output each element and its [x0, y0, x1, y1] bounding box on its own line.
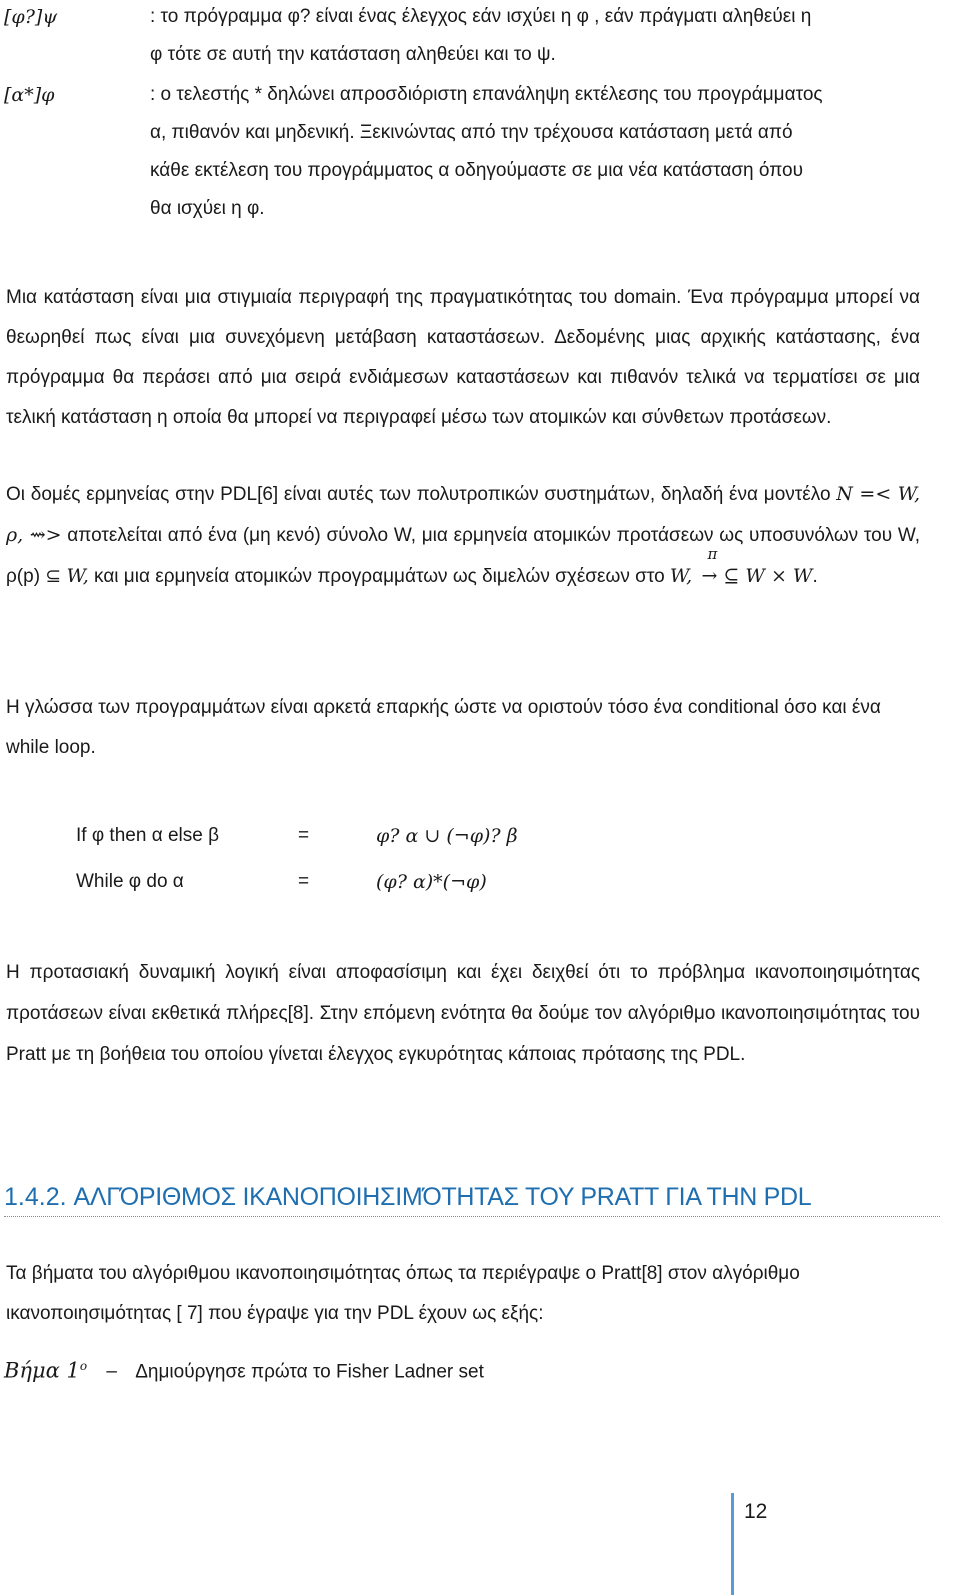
formula-expression: (φ? α)*(¬φ) [376, 871, 487, 893]
pi-symbol: π [707, 545, 718, 563]
formula-equals: = [298, 871, 310, 892]
rho-formula: ρ(p) ⊆ [6, 566, 62, 587]
definition-line: θα ισχύει η φ. [150, 198, 265, 219]
paragraph-state: Μια κατάσταση είναι μια στιγμιαία περιγραφή της πραγματικότητας του domain. Ένα πρόγραμμα μπορεί να θεωρηθεί πως είναι μια συνεχόμενη μετάβαση καταστάσεων. Δεδομένης μιας αρχικής κατάστασης, ένα πρόγραμμα θα περάσει από μια σειρά ενδιάμεσων καταστάσεων και πιθανόν τελικά να τερματίσει σε μια τελική κατάσταση η οποία θα μπορεί να περιγραφεί μέσω των ατομικών και σύνθετων προτάσεων. [6, 287, 920, 428]
definition-text-iteration [150, 76, 920, 228]
definition-line: : το πρόγραμμα φ? είναι ένας έλεγχος εάν ισχύει η φ , εάν πράγματι αληθεύει η [150, 6, 812, 27]
paragraph-decidability: Η προτασιακή δυναμική λογική είναι αποφασίσιμη και έχει δειχθεί ότι το πρόβλημα ικανοποιησιμότητας προτάσεων είναι εκθετικά πλήρες[8]. Στην επόμενη ενότητα θα δούμε τον αλγόριθμο ικανοποιησιμότητας του Pratt με τη βοήθεια του οποίου γίνεται έλεγχος εγκυρότητας κάποιας πρότασης της PDL. [6, 962, 920, 1065]
formula-label: If φ then α else β [76, 825, 220, 846]
model-formula: N =< W, ρ, ⇝> [6, 483, 920, 546]
formula-label: While φ do α [76, 871, 184, 892]
w-symbol: W, [66, 565, 89, 587]
paragraph-structures [6, 474, 920, 597]
step-text: Δημιούργησε πρώτα το Fisher Ladner set [135, 1361, 484, 1383]
step-label: Βήμα 1 [4, 1358, 80, 1383]
step-superscript: ο [79, 1359, 88, 1373]
w-symbol: W, [669, 565, 693, 587]
relation-expression: → ⊆ W × W [701, 565, 813, 587]
structures-text-b: αποτελείται από ένα (μη κενό) σύνολο W, μια ερμηνεία ατομικών προτάσεων ως υποσυνόλων του W, [67, 525, 920, 546]
formula-row-while [76, 862, 676, 902]
page-number: 12 [744, 1500, 768, 1523]
definition-symbol-iteration: [α*]φ [4, 84, 55, 106]
formula-row-if [76, 816, 676, 856]
formula-expression: φ? α ∪ (¬φ)? β [376, 825, 518, 847]
step-dash: – [106, 1361, 117, 1383]
structures-end: . [812, 566, 818, 587]
paragraph-steps-intro: Τα βήματα του αλγόριθμου ικανοποιησιμότητας όπως τα περιέγραψε ο Pratt[8] στον αλγόριθμο ικανοποιησιμότητας [ 7] που έγραψε για την PDL έχουν ως εξής: [6, 1263, 800, 1324]
relation-formula [701, 545, 813, 597]
section-heading [4, 1180, 940, 1217]
definition-line: α, πιθανόν και μηδενική. Ξεκινώντας από την τρέχουσα κατάσταση μετά από [150, 122, 793, 143]
definition-text-test [150, 0, 920, 74]
section-title: ΑΛΓΌΡΙΘΜΟΣ ΙΚΑΝΟΠΟΙΗΣΙΜΌΤΗΤΑΣ ΤΟΥ PRATT ΓΙΑ ΤΗΝ PDL [73, 1183, 812, 1211]
structures-text-c: και μια ερμηνεία ατομικών προγραμμάτων ως διμελών σχέσεων στο [94, 566, 665, 587]
formula-equals: = [298, 825, 310, 846]
step-one [4, 1346, 484, 1392]
structures-text-a: Οι δομές ερμηνείας στην PDL[6] είναι αυτές των πολυτροπικών συστημάτων, δηλαδή ένα μοντέλο [6, 484, 831, 505]
definition-line: : ο τελεστής * δηλώνει απροσδιόριστη επανάληψη εκτέλεσης του προγράμματος [150, 84, 823, 105]
paragraph-language: Η γλώσσα των προγραμμάτων είναι αρκετά επαρκής ώστε να οριστούν τόσο ένα conditional όσο και ένα while loop. [6, 697, 881, 758]
definition-line: κάθε εκτέλεση του προγράμματος α οδηγούμαστε σε μια νέα κατάσταση όπου [150, 160, 803, 181]
definition-line: φ τότε σε αυτή την κατάσταση αληθεύει και το ψ. [150, 44, 556, 65]
page-number-rule [731, 1493, 734, 1595]
definition-symbol-test: [φ?]ψ [4, 6, 58, 28]
section-number: 1.4.2. [4, 1183, 67, 1211]
